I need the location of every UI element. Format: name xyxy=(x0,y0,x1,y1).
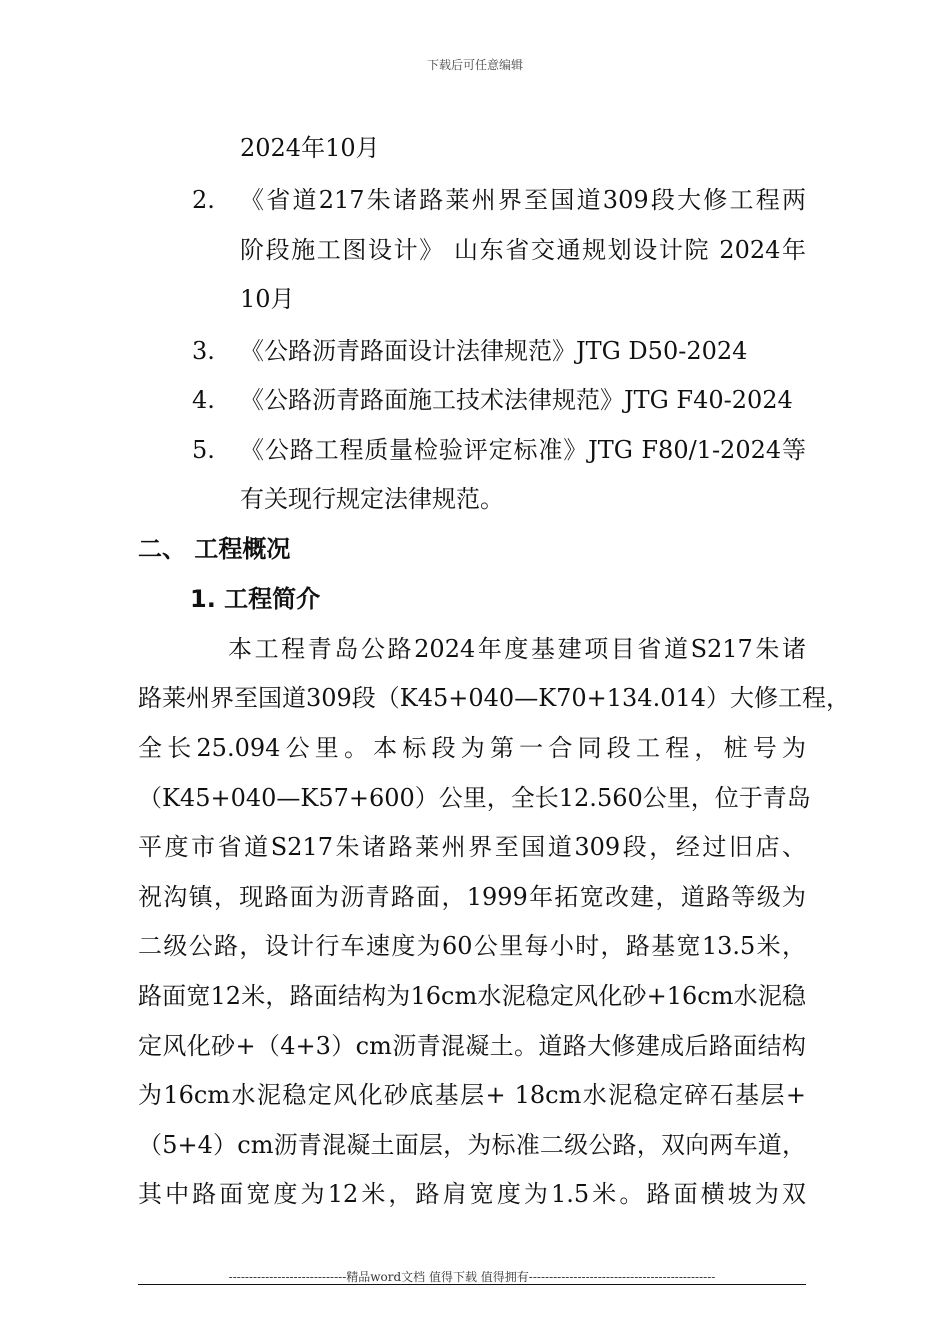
reference-2-line-3: 10月 xyxy=(240,285,295,313)
paragraph-line: 祝沟镇，现路面为沥青路面，1999年拓宽改建，道路等级为 xyxy=(138,883,806,911)
paragraph-line: 为16cm水泥稳定风化砂底基层+ 18cm水泥稳定碎石基层+ xyxy=(138,1081,806,1109)
reference-3-line-1: 《公路沥青路面设计法律规范》JTG D50-2024 xyxy=(240,337,748,365)
reference-number-2: 2. xyxy=(192,186,215,214)
paragraph-line: 本工程青岛公路2024年度基建项目省道S217朱诸 xyxy=(228,635,806,663)
section-heading: 二、 工程概况 xyxy=(138,535,291,563)
reference-2-line-1: 《省道217朱诸路莱州界至国道309段大修工程两 xyxy=(240,186,806,214)
reference-4-line-1: 《公路沥青路面施工技术法律规范》JTG F40-2024 xyxy=(240,386,793,414)
paragraph-line: 路面宽12米，路面结构为16cm水泥稳定风化砂+16cm水泥稳 xyxy=(138,982,806,1010)
paragraph-line: 定风化砂+（4+3）cm沥青混凝土。道路大修建成后路面结构 xyxy=(138,1032,806,1060)
reference-5-line-1: 《公路工程质量检验评定标准》JTG F80/1-2024等 xyxy=(240,436,806,464)
paragraph-line: （K45+040—K57+600）公里，全长12.560公里，位于青岛 xyxy=(138,784,811,812)
paragraph-line: （5+4）cm沥青混凝土面层，为标准二级公路，双向两车道， xyxy=(138,1131,806,1159)
reference-number-4: 4. xyxy=(192,386,215,414)
paragraph-line: 平度市省道S217朱诸路莱州界至国道309段，经过旧店、 xyxy=(138,833,806,861)
reference-continuation: 2024年10月 xyxy=(240,134,380,162)
page-footer: -----------------------------精品word文档 值得下载 值得拥有---------------------------------------------- xyxy=(228,1270,716,1284)
paragraph-line: 二级公路，设计行车速度为60公里每小时，路基宽13.5米， xyxy=(138,932,806,960)
reference-2-line-2: 阶段施工图设计》 山东省交通规划设计院 2024年 xyxy=(240,236,806,264)
subsection-heading: 1. 工程简介 xyxy=(190,585,321,613)
reference-5-line-2: 有关现行规定法律规范。 xyxy=(240,485,504,513)
page-header: 下载后可任意编辑 xyxy=(426,58,523,72)
footer-rule xyxy=(138,1284,806,1285)
reference-number-3: 3. xyxy=(192,337,215,365)
paragraph-line: 其中路面宽度为12米，路肩宽度为1.5米。路面横坡为双 xyxy=(138,1180,806,1208)
paragraph-line: 路莱州界至国道309段（K45+040—K70+134.014）大修工程， xyxy=(138,684,851,712)
reference-number-5: 5. xyxy=(192,436,215,464)
paragraph-line: 全长25.094公里。本标段为第一合同段工程，桩号为 xyxy=(138,734,806,762)
